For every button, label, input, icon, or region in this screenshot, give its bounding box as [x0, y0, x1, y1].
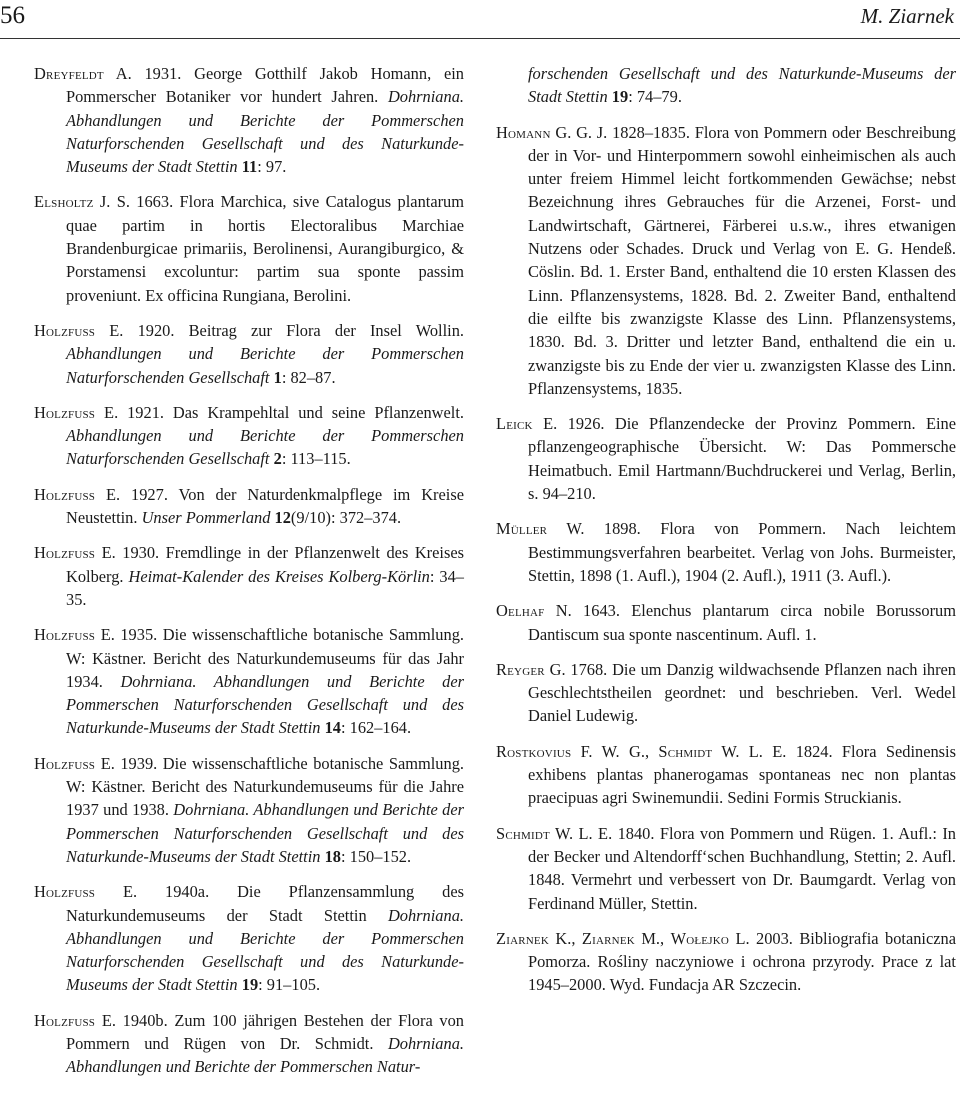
- reference-entry: [34, 1009, 464, 1079]
- reference-text: E. 1926. Die Pflanzendecke der Provinz Pommern. Eine pflanzengeographische Übersicht. W: Das Pommersche Heimatbuch. Emil Hartmann/Buchdruckerei und Verlag, Berlin, s. 94–210.: [528, 414, 956, 504]
- reference-entry: [496, 740, 956, 810]
- author-name: Leick: [496, 414, 533, 434]
- page-range: : 91–105.: [258, 975, 321, 995]
- reference-text: E. 1935. Die wissenschaftliche botanische Sammlung. W: Kästner. Bericht des Naturkundemuseums für das Jahr 1934.: [66, 625, 464, 691]
- reference-text: N. 1643. Elenchus plantarum circa nobile Borussorum Dantiscum sua sponte nascentinum. Aufl. 1.: [528, 601, 956, 644]
- reference-entry: [34, 880, 464, 996]
- author-name: Wołejko: [670, 928, 729, 948]
- series-title: Dohrniana. Abhandlungen und Berichte der Pommerschen Naturforschenden Gesellschaft und des Naturkunde-Museums der Stadt Stettin: [66, 905, 464, 995]
- reference-entry: [496, 412, 956, 505]
- series-title: forschenden Gesellschaft und des Naturkunde-Museums der Stadt Stettin: [528, 64, 956, 107]
- reference-entry: [34, 752, 464, 868]
- reference-text: E. 1927. Von der Naturdenkmalpflege im Kreise Neustettin.: [66, 484, 464, 528]
- author-name: Dreyfeldt: [34, 64, 104, 83]
- reference-continuation: [496, 62, 956, 109]
- page-range: (9/10): 372–374.: [290, 508, 402, 528]
- page-range: : 97.: [257, 157, 287, 177]
- reference-entry: [34, 541, 464, 611]
- reference-entry: [34, 319, 464, 389]
- reference-text: W. L. E. 1824. Flora Sedinensis exhibens plantas phanerogamas spontaneas nec non plantas praecipuas agri Swinemundii. Sedini Formis Struckianis.: [528, 741, 956, 808]
- reference-text: E. 1930. Fremdlinge in der Pflanzenwelt des Kreises Kolberg.: [66, 543, 464, 586]
- volume-number: 11: [241, 157, 258, 177]
- author-name: Schmidt: [496, 823, 550, 843]
- reference-entry: [496, 822, 956, 915]
- author-name: Holzfuss: [34, 882, 96, 902]
- reference-entry: [34, 623, 464, 739]
- series-title: Unser Pommerland: [141, 508, 271, 528]
- series-title: Abhandlungen und Berichte der Pommerschen Naturforschenden Gesellschaft: [66, 426, 464, 469]
- author-name: Schmidt: [658, 741, 713, 761]
- reference-text: G. G. J. 1828–1835. Flora von Pommern oder Beschreibung der in Vor- und Hinterpommern sowohl einheimischen als auch unter freiem Himmel leicht fortkommenden Gewächse; nebst Bezeichnung ihres Gebrauches für die Arzenei, Forst- und Landwirtschaft, Gärtnerei, Färberei u.s.w., ihres etwanigen Nutzens oder Schades. Druck und Verlag von E. G. Hendeß. Cöslin. Bd. 1. Erster Band, enthaltend die 10 ersten Klassen des Linn. Pflanzensystems, 1828. Bd. 2. Zweiter Band, enthaltend die eilfte bis zwanzigste Klasse des Linn. Pflanzensystems, 1830. Bd. 3. Dritter und letzter Band, enthaltend die ein u. zwanzigste bis zu Ende der vier u. zwanzigsten Klasse des Linn. Pflanzensystems, 1835.: [528, 122, 956, 398]
- page-range: : 82–87.: [281, 367, 336, 387]
- page-range: : 113–115.: [281, 449, 351, 469]
- reference-text: E. 1940a. Die Pflanzensammlung des Naturkundemuseums der Stadt Stettin: [66, 882, 464, 925]
- reference-text: F. W. G.,: [571, 741, 659, 761]
- right-column: [496, 62, 956, 1009]
- author-name: Holzfuss: [34, 402, 96, 422]
- page-range: : 162–164.: [340, 718, 412, 738]
- reference-entry: [496, 517, 956, 587]
- author-name: Holzfuss: [34, 484, 96, 504]
- series-title: Dohrniana. Abhandlungen und Berichte der Pommerschen Naturforschenden Gesellschaft und des Naturkunde-Museums der Stadt Stettin: [66, 671, 465, 738]
- author-name: Reyger: [496, 659, 545, 679]
- reference-entry: [496, 599, 956, 646]
- reference-text: M.,: [634, 928, 671, 948]
- author-name: Müller: [496, 519, 548, 539]
- reference-entry: [34, 190, 464, 306]
- reference-text: E. 1940b. Zum 100 jährigen Bestehen der Flora von Pommern und Rügen von Dr. Schmidt.: [66, 1010, 464, 1053]
- page-range: : 34–35.: [66, 566, 464, 609]
- author-name: Ziarnek: [581, 928, 635, 948]
- header-rule: [0, 38, 960, 39]
- running-title: M. Ziarnek: [860, 4, 954, 28]
- page-range: : 150–152.: [340, 846, 412, 866]
- reference-entry: [34, 483, 464, 530]
- author-name: Holzfuss: [34, 753, 96, 773]
- reference-text: J. S. 1663. Flora Marchica, sive Catalogus plantarum quae partim in hortis Electoralibus Marchiae Brandenburgicae primariis, Berolinensi, Aurangiburgico, & Porstamensi excoluntur: partim sua sponte passim proveniunt. Ex officina Rungiana, Berolini.: [66, 192, 464, 305]
- page-header: [0, 2, 960, 38]
- series-title: Dohrniana. Abhandlungen und Berichte der Pommerschen Naturforschenden Gesellschaft und des Naturkunde-Museums der Stadt Stettin: [66, 800, 464, 866]
- author-name: Oelhaf: [496, 601, 545, 621]
- volume-number: 19: [241, 975, 259, 995]
- author-name: Homann: [496, 122, 551, 142]
- author-name: Holzfuss: [34, 1010, 96, 1030]
- author-name: Holzfuss: [34, 320, 96, 340]
- reference-text: G. 1768. Die um Danzig wildwachsende Pflanzen nach ihren Geschlechtstheilen geordnet: und beschrieben. Verl. Wedel Daniel Ludewig.: [528, 659, 956, 726]
- volume-number: 14: [324, 718, 341, 738]
- volume-number: 1: [273, 367, 282, 387]
- reference-text: E. 1921. Das Krampehltal und seine Pflanzenwelt.: [95, 402, 464, 422]
- reference-entry: [34, 62, 464, 178]
- left-column: [34, 62, 464, 1091]
- reference-entry: [496, 121, 956, 401]
- page-number: 56: [0, 2, 25, 29]
- reference-text: K.,: [548, 928, 582, 948]
- reference-entry: [34, 401, 464, 471]
- reference-text: W. L. E. 1840. Flora von Pommern und Rügen. 1. Aufl.: In der Becker und Altendorff‘schen Buchhandlung, Stettin; 2. Aufl. 1848. Vermehrt und verbessert von Dr. Baumgardt. Verlag von Ferdinand Müller, Stettin.: [528, 823, 956, 913]
- author-name: Ziarnek: [496, 928, 549, 948]
- volume-number: 2: [273, 449, 282, 469]
- series-title: Abhandlungen und Berichte der Pommerschen Naturforschenden Gesellschaft: [66, 344, 464, 387]
- reference-text: E. 1939. Die wissenschaftliche botanische Sammlung. W: Kästner. Bericht des Naturkundemuseums für die Jahre 1937 und 1938.: [66, 753, 464, 820]
- page-range: : 74–79.: [628, 87, 682, 107]
- volume-number: 19: [611, 87, 629, 107]
- reference-entry: [496, 658, 956, 728]
- author-name: Holzfuss: [34, 543, 96, 563]
- reference-entry: [496, 927, 956, 997]
- reference-text: A. 1931. George Gotthilf Jakob Homann, ein Pommerscher Botaniker vor hundert Jahren.: [66, 64, 464, 107]
- author-name: Rostkovius: [496, 741, 572, 761]
- reference-text: L. 2003. Bibliografia botaniczna Pomorza. Rośliny naczyniowe i ochrona przyrody. Prace z lat 1945–2000. Wyd. Fundacja AR Szczecin.: [528, 928, 956, 995]
- author-name: Holzfuss: [34, 625, 96, 645]
- series-title: Dohrniana. Abhandlungen und Berichte der Pommerschen Natur-: [66, 1033, 464, 1077]
- author-name: Elsholtz: [34, 192, 94, 212]
- series-title: Dohrniana. Abhandlungen und Berichte der Pommerschen Naturforschenden Gesellschaft und des Naturkunde-Museums der Stadt Stettin: [66, 87, 464, 177]
- volume-number: 18: [324, 846, 341, 866]
- reference-text: E. 1920. Beitrag zur Flora der Insel Wollin.: [95, 320, 464, 340]
- volume-number: 12: [274, 508, 291, 528]
- reference-text: W. 1898. Flora von Pommern. Nach leichtem Bestimmungsverfahren bearbeitet. Verlag von Johs. Burmeister, Stettin, 1898 (1. Aufl.), 1904 (2. Aufl.), 1911 (3. Aufl.).: [528, 519, 956, 585]
- series-title: Heimat-Kalender des Kreises Kolberg-Körlin: [128, 566, 430, 586]
